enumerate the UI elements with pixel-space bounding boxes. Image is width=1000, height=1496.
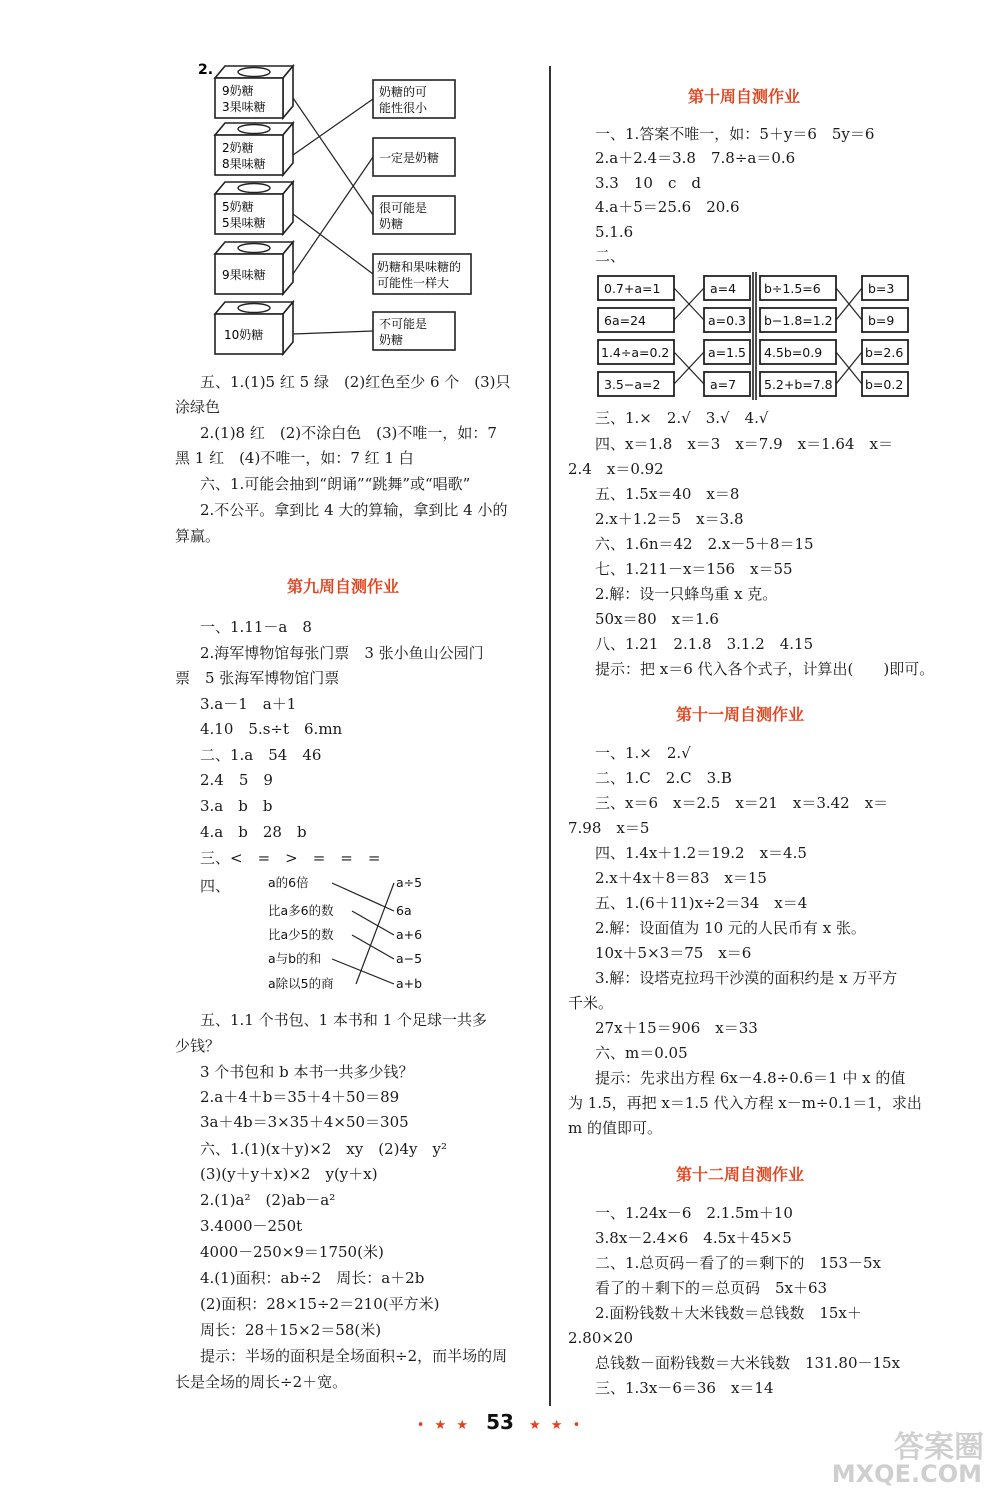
svg-text:a=7: a=7 xyxy=(710,377,737,392)
section-title-week12: 第十二周自测作业 xyxy=(676,1165,805,1184)
svg-text:奶糖的可: 奶糖的可 xyxy=(379,85,428,99)
section-title-week11: 第十一周自测作业 xyxy=(676,705,805,724)
svg-text:可能性一样大: 可能性一样大 xyxy=(377,276,450,290)
option-box-1 xyxy=(373,80,455,118)
section-title-week10: 第十周自测作业 xyxy=(688,87,801,106)
svg-text:a与b的和: a与b的和 xyxy=(268,951,322,966)
column-divider xyxy=(549,66,551,1406)
candy-box-1 xyxy=(215,66,293,118)
section-title-week9: 第九周自测作业 xyxy=(287,577,400,596)
svg-text:a+b: a+b xyxy=(396,976,423,991)
svg-text:a的6倍: a的6倍 xyxy=(268,875,309,890)
option-box-3 xyxy=(373,196,455,234)
option-box-5 xyxy=(373,312,455,350)
q2-label: 2. xyxy=(198,62,214,78)
candy-matching-diagram xyxy=(195,58,495,360)
svg-text:比a多6的数: 比a多6的数 xyxy=(268,903,334,918)
svg-text:比a少5的数: 比a少5的数 xyxy=(268,927,334,942)
option-box-4 xyxy=(373,254,471,294)
svg-text:5果味糖: 5果味糖 xyxy=(222,216,266,230)
svg-text:a+6: a+6 xyxy=(396,927,423,942)
candy-box-4 xyxy=(215,242,293,294)
footer-stars-right: ★ ★ • xyxy=(529,1418,584,1433)
svg-text:a÷5: a÷5 xyxy=(396,875,423,890)
watermark-logo: 答案圈 xyxy=(894,1430,984,1465)
svg-text:6a: 6a xyxy=(396,903,412,918)
svg-text:a=4: a=4 xyxy=(710,281,737,296)
equation-matching-diagram xyxy=(594,272,914,400)
svg-text:b÷1.5=6: b÷1.5=6 xyxy=(764,281,821,296)
candy-box-3 xyxy=(215,182,293,234)
svg-text:1.4÷a=0.2: 1.4÷a=0.2 xyxy=(601,345,670,360)
candy-box-2 xyxy=(215,123,293,175)
svg-text:奶糖: 奶糖 xyxy=(379,217,404,231)
svg-text:3.5−a=2: 3.5−a=2 xyxy=(604,377,661,392)
svg-text:很可能是: 很可能是 xyxy=(379,201,428,215)
svg-text:b=9: b=9 xyxy=(868,313,895,328)
svg-text:b=3: b=3 xyxy=(868,281,895,296)
svg-text:0.7+a=1: 0.7+a=1 xyxy=(604,281,661,296)
svg-text:6a=24: 6a=24 xyxy=(604,313,646,328)
matching-lines xyxy=(293,98,373,334)
svg-text:b−1.8=1.2: b−1.8=1.2 xyxy=(764,313,833,328)
svg-text:a−5: a−5 xyxy=(396,951,423,966)
svg-text:一定是奶糖: 一定是奶糖 xyxy=(379,151,440,165)
expression-matching-diagram xyxy=(260,870,440,996)
svg-text:2奶糖: 2奶糖 xyxy=(222,141,254,155)
svg-text:a=0.3: a=0.3 xyxy=(708,313,747,328)
expression-match-lines xyxy=(332,883,394,984)
equation-match-lines xyxy=(674,288,862,384)
q4-label: 四、 xyxy=(200,877,231,895)
candy-box-5 xyxy=(215,302,293,354)
svg-text:不可能是: 不可能是 xyxy=(379,317,428,331)
svg-text:9奶糖: 9奶糖 xyxy=(222,84,254,98)
svg-text:能性很小: 能性很小 xyxy=(379,101,428,115)
svg-text:3果味糖: 3果味糖 xyxy=(222,100,266,114)
svg-text:奶糖和果味糖的: 奶糖和果味糖的 xyxy=(377,260,462,274)
watermark-url: MXQE.COM xyxy=(831,1460,982,1488)
svg-text:9果味糖: 9果味糖 xyxy=(222,268,266,282)
svg-text:b=2.6: b=2.6 xyxy=(865,345,904,360)
svg-text:5奶糖: 5奶糖 xyxy=(222,200,254,214)
page-number: 53 xyxy=(486,1410,514,1434)
svg-text:奶糖: 奶糖 xyxy=(379,333,404,347)
svg-text:8果味糖: 8果味糖 xyxy=(222,157,266,171)
svg-text:b=0.2: b=0.2 xyxy=(865,377,904,392)
svg-text:a=1.5: a=1.5 xyxy=(708,345,747,360)
footer-stars-left: • ★ ★ xyxy=(416,1418,471,1433)
svg-text:10奶糖: 10奶糖 xyxy=(224,328,264,342)
page-footer xyxy=(0,1410,1000,1434)
svg-text:a除以5的商: a除以5的商 xyxy=(268,976,334,991)
svg-text:4.5b=0.9: 4.5b=0.9 xyxy=(764,345,823,360)
svg-text:5.2+b=7.8: 5.2+b=7.8 xyxy=(764,377,833,392)
option-box-2 xyxy=(373,138,455,176)
